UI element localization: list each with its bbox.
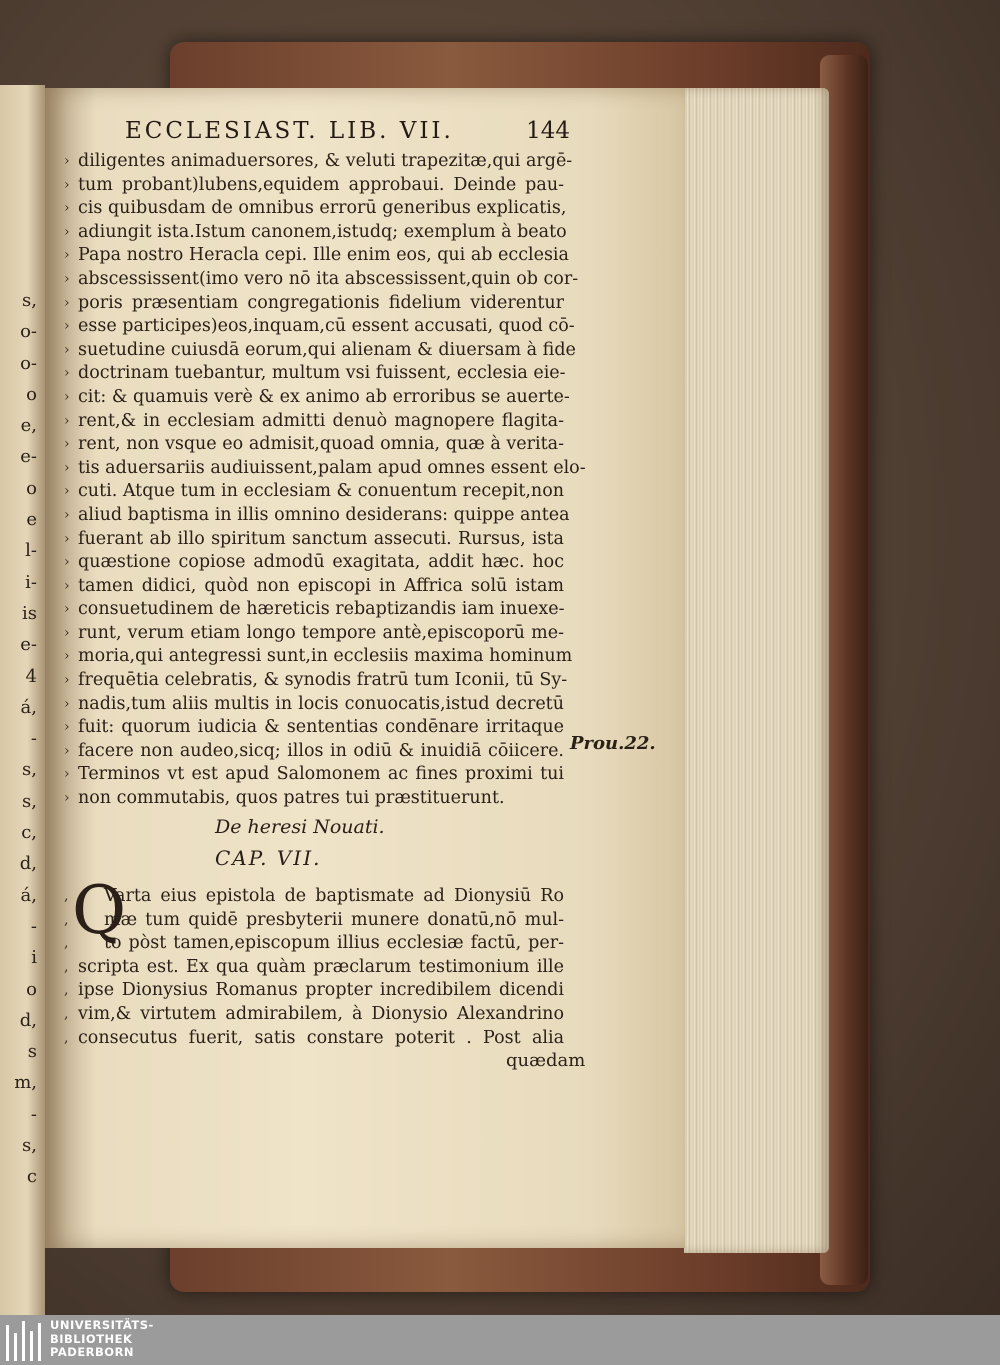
quote-mark: › (64, 766, 70, 783)
left-page-fragment-text: - (30, 728, 37, 750)
quote-mark: › (64, 695, 70, 712)
text-line (64, 885, 564, 909)
library-logo-icon (6, 1321, 46, 1361)
line-text: cuti. Atque tum in ecclesiam & conuentum recepit,non (78, 481, 565, 502)
text-line (64, 1027, 564, 1051)
quote-mark: › (64, 624, 70, 641)
left-page-fragment-text: e- (20, 446, 37, 468)
running-head-title: ECCLESIAST. LIB. VII. (125, 118, 454, 144)
text-line (64, 174, 564, 198)
left-page-fragment-text: c (26, 1166, 37, 1188)
line-text: fuit: quorum iudicia & sententias condēnare irritaque (78, 717, 564, 738)
left-page-fragment-text: á, (20, 696, 37, 718)
line-text: tum probant)lubens,equidem approbaui. Deinde pau- (78, 174, 564, 195)
left-page-fragment-text: d, (19, 1009, 37, 1031)
library-name-line2: BIBLIOTHEK (50, 1331, 133, 1346)
text-line (64, 268, 579, 292)
text-line (64, 315, 575, 339)
quote-mark: › (64, 790, 70, 807)
text-line (64, 504, 570, 528)
text-line (64, 763, 564, 787)
quote-mark: , (64, 1005, 69, 1022)
text-line (64, 410, 564, 434)
line-text: tamen didici, quòd non episcopi in Affrica solū istam (78, 575, 564, 596)
quote-mark: › (64, 318, 70, 335)
line-text: fuerant ab illo spiritum sanctum assecuti. Rursus, ista (78, 528, 564, 549)
quote-mark: › (64, 577, 70, 594)
chapter-text (64, 885, 564, 1050)
library-name-line1: UNIVERSITÄTS- (50, 1318, 154, 1332)
left-page-fragment-text: s (27, 1041, 37, 1063)
quote-mark: , (64, 935, 69, 952)
line-text: to pòst tamen,episcopum illius ecclesiæ factū, per- (104, 933, 564, 954)
library-name (50, 1319, 154, 1360)
text-line (64, 339, 576, 363)
line-text: abscessissent(imo vero nō ita abscessissent,quin ob cor- (78, 268, 579, 289)
text-line (64, 480, 564, 504)
page-foredge (684, 88, 829, 1253)
line-text: runt, verum etiam longo tempore antè,episcoporū me- (78, 622, 564, 643)
quote-mark: , (64, 958, 69, 975)
quote-mark: › (64, 341, 70, 358)
quote-mark: › (64, 223, 70, 240)
quote-mark: › (64, 436, 70, 453)
margin-note: Prou.22. (570, 733, 656, 754)
line-text: facere non audeo,sicq; illos in odiū & inuidiā cōiicere. (78, 740, 564, 761)
left-page-fragment-text: i- (25, 571, 37, 593)
line-text: doctrinam tuebantur, multum vsi fuissent, ecclesia eie- (78, 363, 566, 384)
quote-mark: › (64, 200, 70, 217)
left-page-fragment-text: o (26, 383, 37, 405)
line-text: Terminos vt est apud Salomonem ac fines proximi tui (78, 764, 564, 785)
text-line (64, 150, 573, 174)
text-line (64, 433, 564, 457)
text-line (64, 956, 564, 980)
text-line (64, 693, 564, 717)
quote-mark: › (64, 247, 70, 264)
quote-mark: , (64, 1029, 69, 1046)
left-page-fragment-text: o (26, 477, 37, 499)
quote-mark: › (64, 365, 70, 382)
line-text: scripta est. Ex qua quàm præclarum testimonium ille (78, 956, 564, 977)
line-text: nadis,tum aliis multis in locis conuocatis,istud decretū (78, 693, 564, 714)
left-page-fragment-text: l- (25, 540, 37, 562)
line-text: cit: & quamuis verè & ex animo ab erroribus se auerte- (78, 386, 570, 407)
left-page-fragment-text: e (26, 509, 37, 531)
text-line (64, 528, 564, 552)
text-line (64, 787, 564, 811)
line-text: moria,qui antegressi sunt,in ecclesiis maxima hominum (78, 646, 573, 667)
text-line (64, 932, 564, 956)
left-page-fragment-text: 4 (25, 665, 37, 687)
line-text: ipse Dionysius Romanus propter incredibilem dicendi (78, 980, 564, 1001)
library-footer (0, 1315, 1000, 1365)
line-text: Papa nostro Heracla cepi. Ille enim eos, qui ab ecclesia (78, 245, 569, 266)
left-page-fragment-text: o- (20, 352, 37, 374)
quote-mark: › (64, 719, 70, 736)
line-text: rent,& in ecclesiam admitti denuò magnopere flagita- (78, 410, 564, 431)
left-page-fragment (0, 85, 45, 1315)
line-text: poris præsentiam congregationis fidelium viderentur (78, 292, 564, 313)
left-page-fragment-text: á, (20, 884, 37, 906)
page-number: 144 (526, 118, 570, 144)
quote-mark: › (64, 506, 70, 523)
chapter-title: CAP. VII. (215, 846, 322, 870)
body-text (64, 150, 586, 811)
line-text: diligentes animaduersores, & veluti trapezitæ,qui argē- (78, 151, 573, 171)
left-page-fragment-text: d, (19, 853, 37, 875)
quote-mark: › (64, 601, 70, 618)
line-text: rent, non vsque eo admisit,quoad omnia, quæ à verita- (78, 434, 564, 455)
line-text: esse participes)eos,inquam,cū essent accusati, quod cō- (78, 316, 575, 337)
left-page-fragment-text: o- (20, 321, 37, 343)
text-line (64, 457, 586, 481)
quote-mark: , (64, 982, 69, 999)
quote-mark: › (64, 648, 70, 665)
text-line (64, 909, 564, 933)
quote-mark: › (64, 153, 70, 169)
left-page-fragment-text: - (30, 915, 37, 937)
text-line (64, 362, 564, 386)
left-page-fragment-text: m, (14, 1072, 37, 1094)
text-line (64, 740, 564, 764)
text-line (64, 979, 564, 1003)
text-line (64, 575, 564, 599)
line-text: non commutabis, quos patres tui præstituerunt. (78, 788, 505, 809)
text-line (64, 292, 564, 316)
text-line (64, 622, 564, 646)
quote-mark: › (64, 388, 70, 405)
left-page-fragment-text: c, (21, 822, 37, 844)
left-page-fragment-text: - (30, 1103, 37, 1125)
text-line (64, 386, 570, 410)
text-line (64, 669, 568, 693)
left-page-fragment-text: is (22, 602, 37, 624)
text-line (64, 645, 573, 669)
left-page-fragment-text: o (26, 978, 37, 1000)
left-page-fragment-text: s, (22, 1135, 37, 1157)
catchword: quædam (506, 1050, 586, 1071)
line-text: Varta eius epistola de baptismate ad Dionysiū Ro (104, 886, 564, 906)
line-text: vim,& virtutem admirabilem, à Dionysio Alexandrino (78, 1003, 564, 1024)
quote-mark: › (64, 742, 70, 759)
line-text: aliud baptisma in illis omnino desiderans: quippe antea (78, 504, 570, 525)
line-text: mæ tum quidē presbyterii munere donatū,nō mul- (104, 909, 564, 930)
text-line (64, 197, 567, 221)
left-page-fragment-text: s, (22, 759, 37, 781)
text-line (64, 551, 564, 575)
quote-mark: , (64, 911, 69, 928)
quote-mark: › (64, 294, 70, 311)
line-text: cis quibusdam de omnibus errorū generibus explicatis, (78, 198, 567, 219)
left-page-fragment-text: e- (20, 634, 37, 656)
drop-cap: Q (72, 872, 127, 949)
quote-mark: › (64, 483, 70, 500)
line-text: frequētia celebratis, & synodis fratrū tum Iconii, tū Sy- (78, 670, 568, 691)
text-line (64, 221, 567, 245)
text-line (64, 244, 569, 268)
quote-mark: , (64, 888, 69, 904)
left-page-text (0, 285, 45, 1193)
quote-mark: › (64, 176, 70, 193)
quote-mark: › (64, 459, 70, 476)
left-page-fragment-text: i (31, 947, 37, 969)
left-page-fragment-text: e, (20, 415, 37, 437)
text-line (64, 1003, 564, 1027)
library-name-line3: PADERBORN (50, 1345, 135, 1359)
line-text: consecutus fuerit, satis constare poterit . Post alia (78, 1027, 564, 1048)
left-page-fragment-text: s, (22, 790, 37, 812)
line-text: adiungit ista.Istum canonem,istudq; exemplum à beato (78, 221, 567, 242)
quote-mark: › (64, 412, 70, 429)
running-head (125, 118, 570, 148)
quote-mark: › (64, 554, 70, 571)
line-text: suetudine cuiusdā eorum,qui alienam & diuersam à fide (78, 339, 576, 360)
section-title: De heresi Nouati. (215, 816, 385, 838)
text-line (64, 716, 564, 740)
line-text: consuetudinem de hæreticis rebaptizandis iam inuexe- (78, 599, 565, 620)
line-text: quæstione copiose admodū exagitata, addit hæc. hoc (78, 552, 564, 573)
left-page-fragment-text: s, (22, 290, 37, 311)
quote-mark: › (64, 530, 70, 547)
quote-mark: › (64, 672, 70, 689)
text-line (64, 598, 564, 622)
quote-mark: › (64, 270, 70, 287)
line-text: tis aduersariis audiuissent,palam apud omnes essent elo- (78, 457, 586, 478)
